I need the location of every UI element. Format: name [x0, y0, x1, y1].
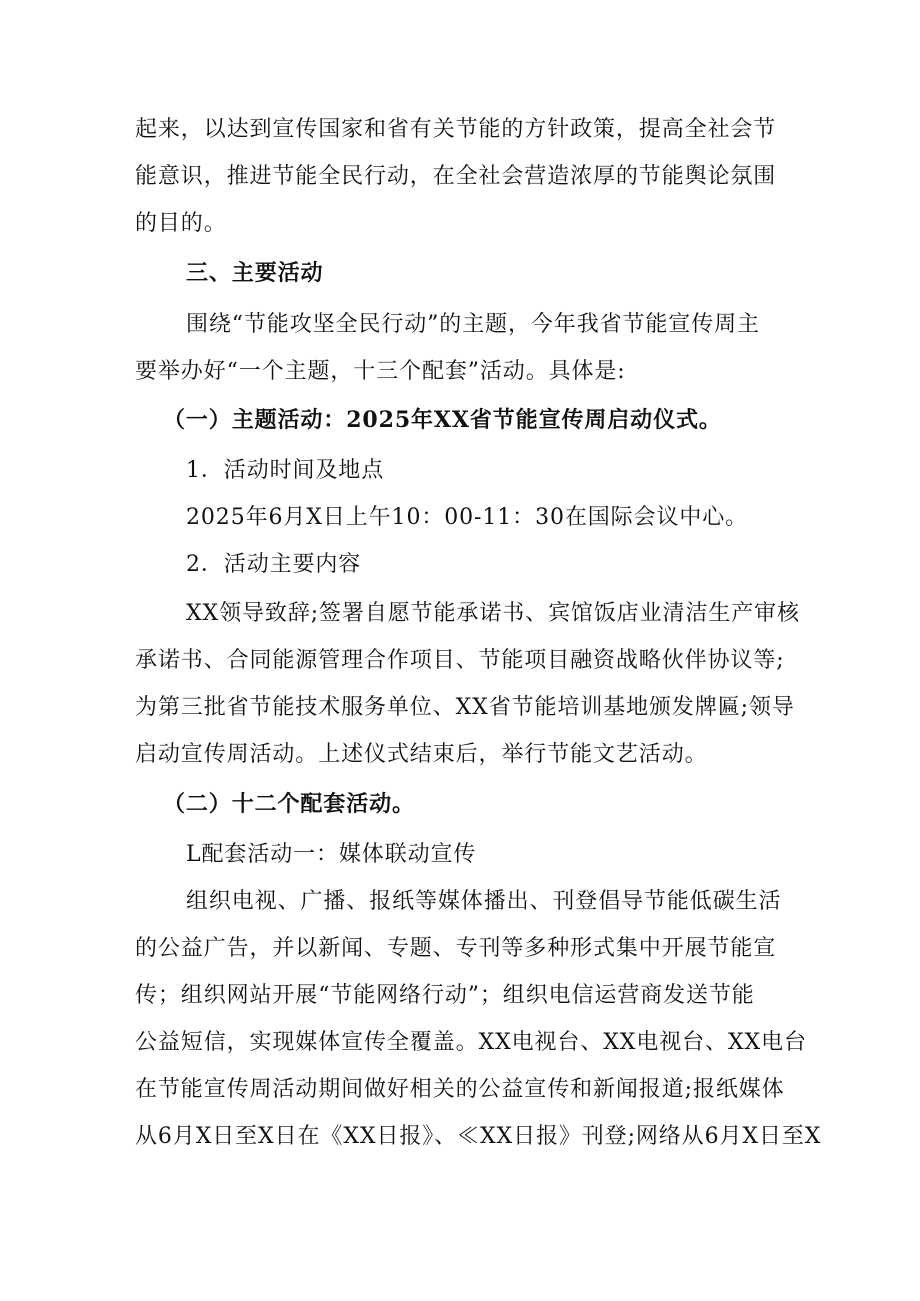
paragraph-line: 启动宣传周活动。上述仪式结束后，举行节能文艺活动。 [135, 742, 708, 767]
paragraph-line: 公益短信，实现媒体宣传全覆盖。XX电视台、XX电视台、XX电台 [135, 1030, 807, 1055]
paragraph-line: 2025年6月X日上午10：00-11：30在国际会议中心。 [186, 505, 749, 530]
paragraph-line: 围绕“节能攻坚全民行动”的主题，今年我省节能宣传周主 [186, 312, 760, 337]
paragraph-line: 的公益广告，并以新闻、专题、专刊等多种形式集中开展节能宣 [135, 936, 777, 961]
paragraph-line: 承诺书、合同能源管理合作项目、节能项目融资战略伙伴协议等; [135, 648, 785, 673]
paragraph-line: 从6月X日至X日在《XX日报》、≪XX日报》刊登;网络从6月X日至X [135, 1124, 822, 1149]
list-heading: L配套活动一：媒体联动宣传 [186, 842, 477, 867]
paragraph-line: 传；组织网站开展“节能网络行动”；组织电信运营商发送节能 [135, 983, 755, 1008]
subsection-heading: （一）主题活动：2025年XX省节能宣传周启动仪式。 [163, 407, 722, 433]
section-heading: 三、主要活动 [186, 260, 324, 286]
paragraph-line: XX领导致辞;签署自愿节能承诺书、宾馆饭店业清洁生产审核 [186, 601, 800, 626]
paragraph-line: 起来，以达到宣传国家和省有关节能的方针政策，提高全社会节 [135, 117, 777, 142]
paragraph-line: 要举办好“一个主题，十三个配套”活动。具体是: [135, 359, 626, 384]
paragraph-line: 为第三批省节能技术服务单位、XX省节能培训基地颁发牌匾;领导 [135, 695, 795, 720]
list-heading: 2．活动主要内容 [186, 552, 362, 577]
list-heading: 1．活动时间及地点 [186, 458, 385, 483]
paragraph-line: 的目的。 [135, 211, 227, 236]
paragraph-line: 能意识，推进节能全民行动，在全社会营造浓厚的节能舆论氛围 [135, 164, 777, 189]
subsection-heading: （二）十二个配套活动。 [163, 791, 415, 817]
paragraph-line: 在节能宣传周活动期间做好相关的公益宣传和新闻报道;报纸媒体 [135, 1077, 785, 1102]
paragraph-line: 组织电视、广播、报纸等媒体播出、刊登倡导节能低碳生活 [186, 889, 782, 914]
